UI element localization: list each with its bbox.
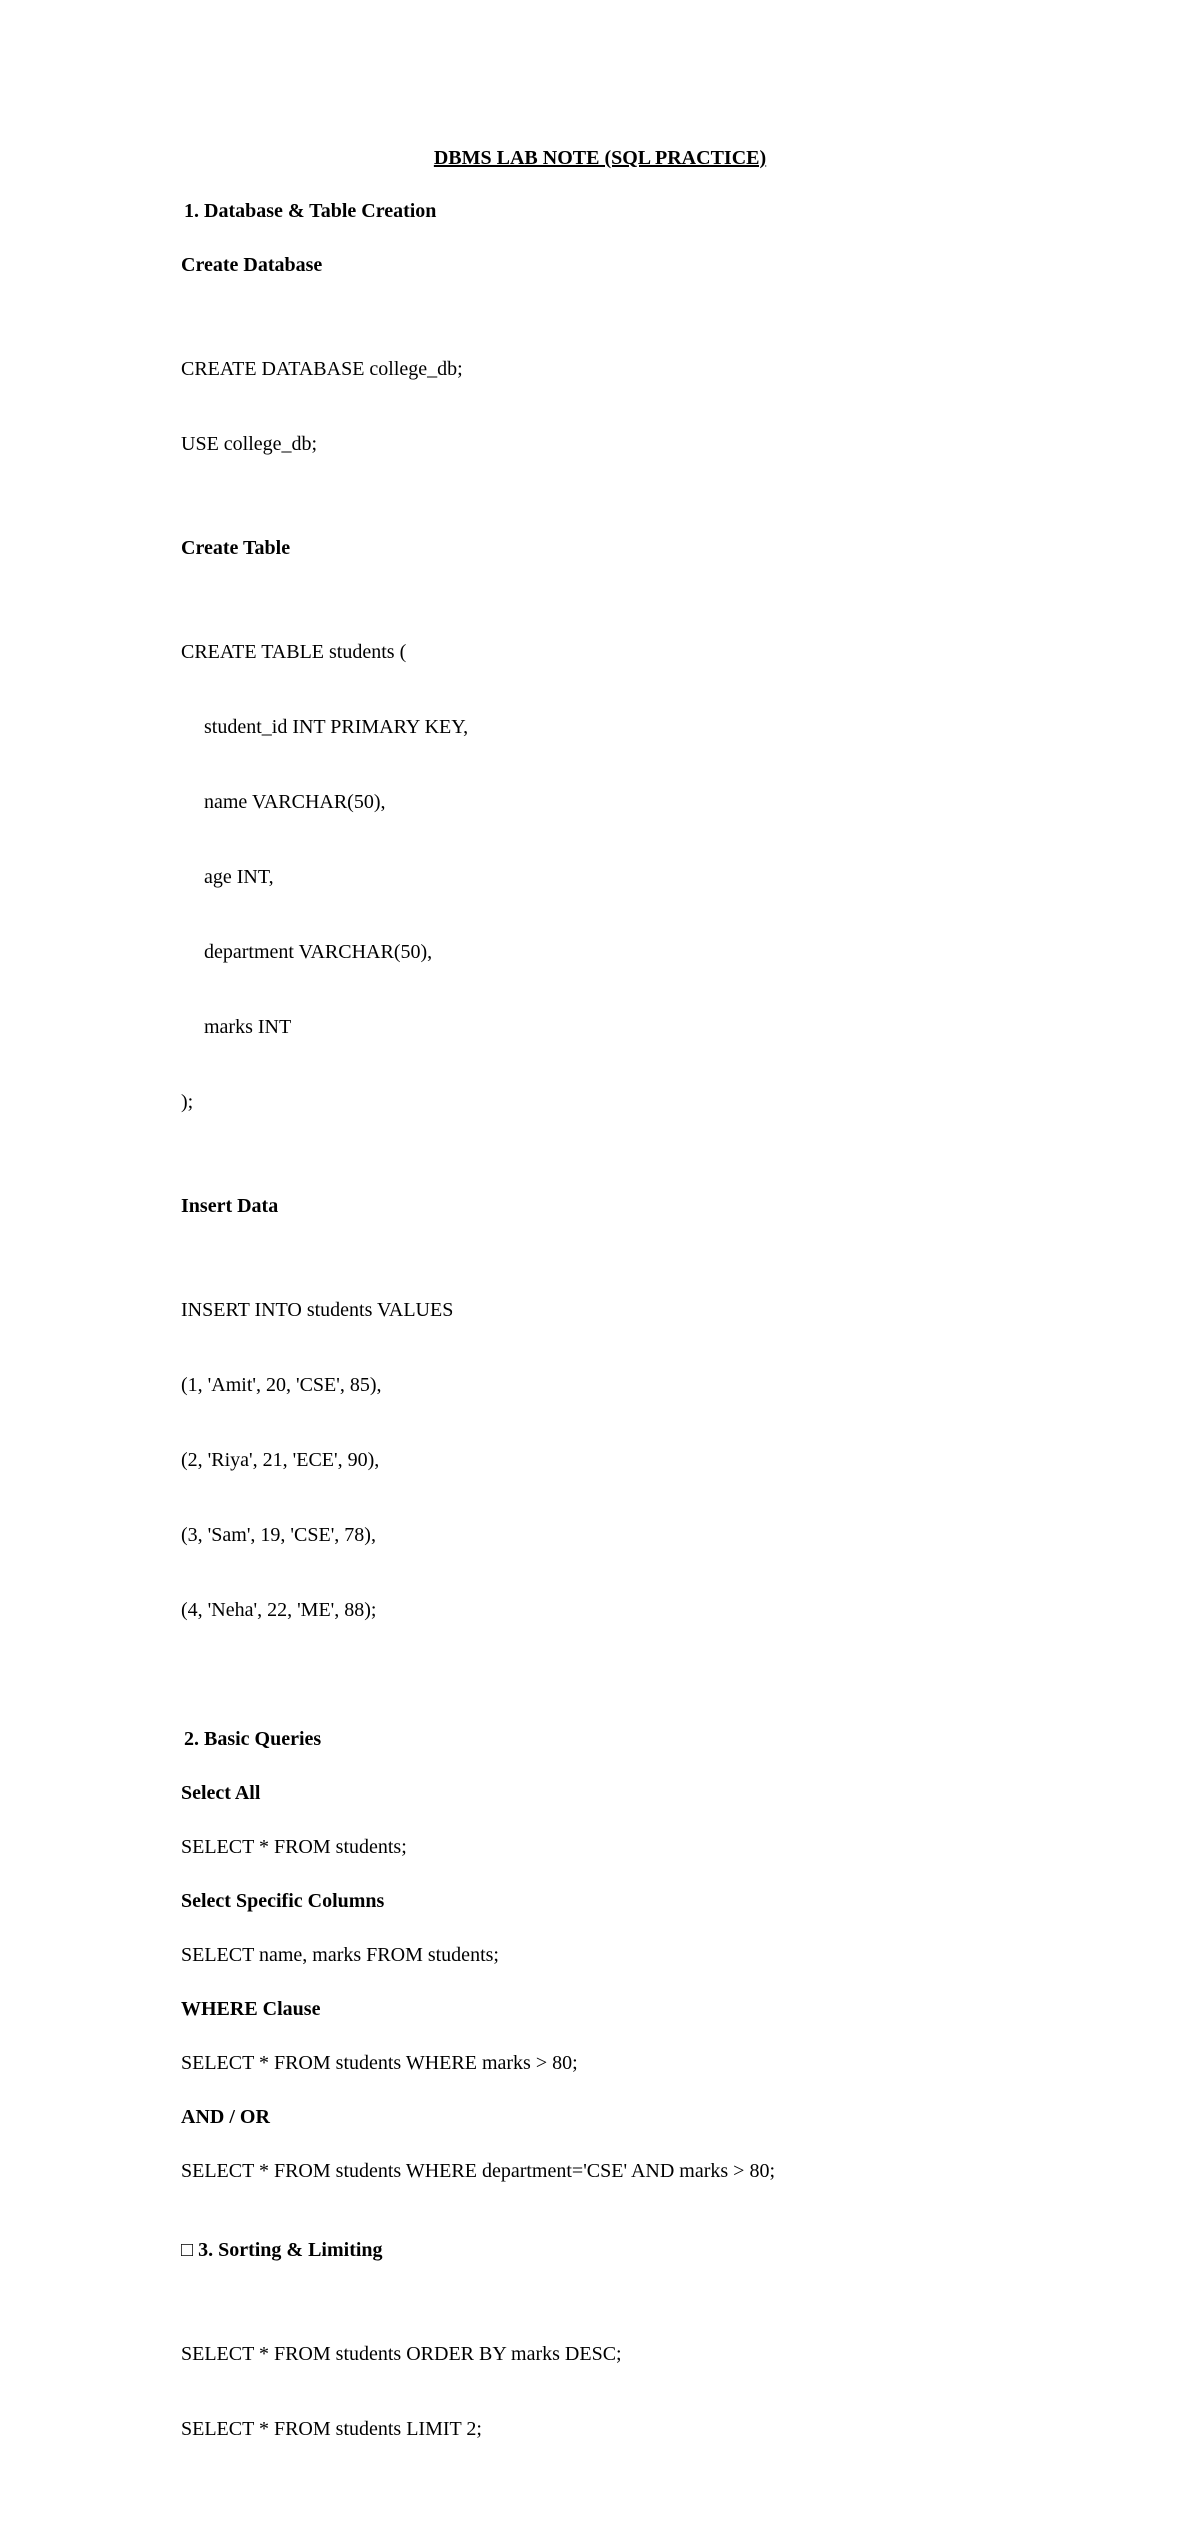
subheading-and-or: AND / OR (181, 2106, 270, 2128)
code-line-select-columns: SELECT name, marks FROM students; (181, 1944, 499, 1966)
code-line: (1, 'Amit', 20, 'CSE', 85), (181, 1374, 382, 1396)
code-line-and-or: SELECT * FROM students WHERE department='CSE' AND marks > 80; (181, 2160, 776, 2182)
code-block-insert-data (181, 1248, 1161, 1673)
section-heading-database-table-creation: 1. Database & Table Creation (184, 200, 437, 222)
section-heading-basic-queries: 2. Basic Queries (184, 1728, 322, 1750)
subheading-create-table: Create Table (181, 537, 291, 559)
subheading-select-all: Select All (181, 1782, 261, 1804)
subheading-where-clause: WHERE Clause (181, 1998, 321, 2020)
code-line: INSERT INTO students VALUES (181, 1299, 454, 1321)
code-line: CREATE DATABASE college_db; (181, 358, 463, 380)
code-line: SELECT * FROM students ORDER BY marks DESC; (181, 2343, 622, 2365)
code-line-select-all: SELECT * FROM students; (181, 1836, 407, 1858)
code-line: department VARCHAR(50), (204, 941, 433, 963)
code-line: (2, 'Riya', 21, 'ECE', 90), (181, 1449, 380, 1471)
code-line-where-clause: SELECT * FROM students WHERE marks > 80; (181, 2052, 578, 2074)
document-body (181, 199, 1161, 2521)
subheading-insert-data: Insert Data (181, 1195, 279, 1217)
code-block-create-database (181, 307, 1161, 507)
code-line: USE college_db; (181, 433, 318, 455)
subheading-create-database: Create Database (181, 254, 323, 276)
code-line: (4, 'Neha', 22, 'ME', 88); (181, 1599, 377, 1621)
subheading-select-specific-columns: Select Specific Columns (181, 1890, 385, 1912)
code-line: name VARCHAR(50), (204, 791, 386, 813)
code-line: SELECT * FROM students LIMIT 2; (181, 2418, 482, 2440)
code-block-sorting-limiting (181, 2292, 1161, 2492)
section-heading-sorting-limiting: □ 3. Sorting & Limiting (181, 2239, 383, 2261)
document-title: DBMS LAB NOTE (SQL PRACTICE) (433, 147, 767, 169)
code-line: ); (181, 1091, 194, 1113)
code-line: (3, 'Sam', 19, 'CSE', 78), (181, 1524, 376, 1546)
code-line: age INT, (204, 866, 274, 888)
code-line: marks INT (204, 1016, 292, 1038)
code-line: student_id INT PRIMARY KEY, (204, 716, 469, 738)
code-block-create-table (181, 590, 1161, 1165)
code-line: CREATE TABLE students ( (181, 641, 407, 663)
